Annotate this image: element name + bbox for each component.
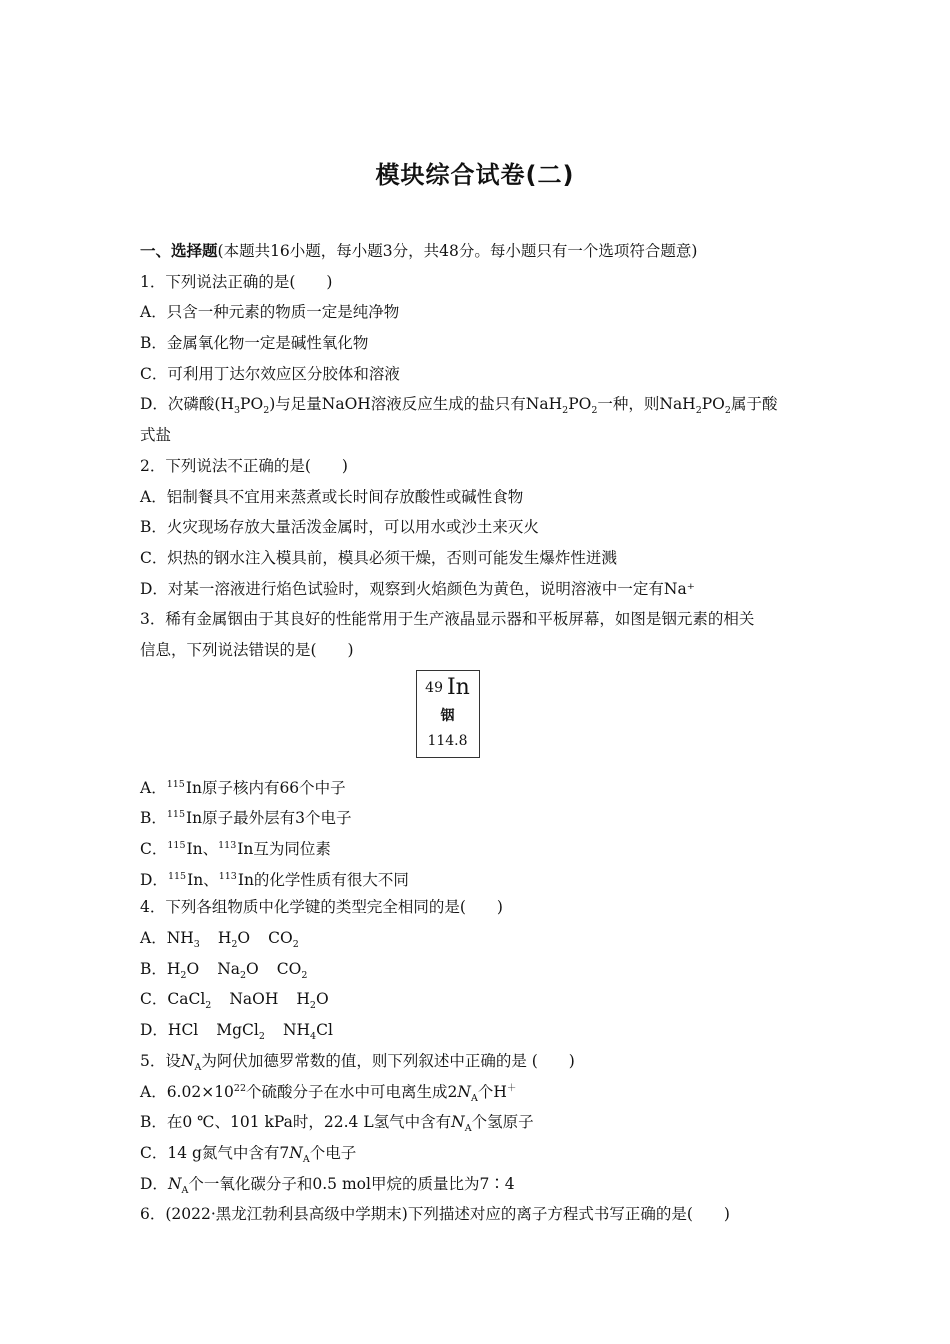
q3-option-d: D．$^{115}$In、$^{113}$In的化学性质有很大不同 — [140, 870, 409, 889]
q5-option-b: B．在0 ℃、101 kPa时，22.4 L氢气中含有$N_A$个氢原子 — [140, 1113, 534, 1135]
q1-option-b: B．金属氧化物一定是碱性氧化物 — [140, 334, 369, 353]
q4-stem: 4．下列各组物质中化学键的类型完全相同的是( ) — [140, 898, 503, 917]
q2-option-b: B．火灾现场存放大量活泼金属时，可以用水或沙土来灭火 — [140, 518, 539, 537]
q5-option-c: C．14 g氮气中含有$7N_A$个电子 — [140, 1143, 357, 1165]
q4-option-d: D．HCl MgCl$_2$ $NH_4Cl$ — [140, 1021, 333, 1043]
q1-option-d: D．次磷酸$(H_3PO_2)$与足量NaOH溶液反应生成的盐只有$NaH_2PO_2$一种，则$NaH_2PO_2$属于酸 — [140, 395, 778, 417]
element-name: 铟 — [440, 707, 455, 724]
section-note: (本题共16小题，每小题3分，共48分。每小题只有一个选项符合题意) — [217, 242, 698, 260]
q4-option-c: C．CaCl$_2$ NaOH $H_2O$ — [140, 990, 329, 1012]
q1-stem: 1．下列说法正确的是( ) — [140, 272, 333, 291]
section-heading: 一、选择题 — [140, 241, 218, 260]
element-atomic-mass: 114.8 — [427, 732, 468, 749]
q3-option-b: B．$^{115}$In原子最外层有3个电子 — [140, 809, 352, 828]
q4-option-a: A．$NH_3$ $H_2O$ $CO_2$ — [140, 929, 299, 951]
element-symbol: In — [446, 674, 470, 700]
q3-stem-1: 3．稀有金属铟由于其良好的性能常用于生产液晶显示器和平板屏幕，如图是铟元素的相关 — [140, 610, 755, 629]
q3-stem-2: 信息，下列说法错误的是( ) — [140, 640, 354, 659]
page-title: 模块综合试卷(二) — [375, 161, 575, 189]
q3-option-a: A．$^{115}$In原子核内有66个中子 — [140, 778, 346, 797]
q2-option-d: D．对某一溶液进行焰色试验时，观察到火焰颜色为黄色，说明溶液中一定有Na⁺ — [140, 579, 695, 598]
q1-option-a: A．只含一种元素的物质一定是纯净物 — [140, 303, 400, 322]
q1-option-c: C．可利用丁达尔效应区分胶体和溶液 — [140, 364, 400, 383]
q3-option-c: C．$^{115}$In、$^{113}$In互为同位素 — [140, 840, 331, 858]
q4-option-b: B．$H_2O$ $Na_2O$ $CO_2$ — [140, 959, 308, 981]
q2-option-a: A．铝制餐具不宜用来蒸煮或长时间存放酸性或碱性食物 — [140, 487, 524, 506]
q5-option-d: D．$N_A$个一氧化碳分子和0.5 mol甲烷的质量比为7∶4 — [140, 1174, 515, 1196]
q2-option-c: C．炽热的钢水注入模具前，模具必须干燥，否则可能发生爆炸性迸溅 — [140, 548, 617, 567]
element-card-indium — [416, 670, 480, 758]
section-header — [140, 236, 815, 267]
q5-stem: 5．设$N_A$为阿伏加德罗常数的值，则下列叙述中正确的是 ( ) — [140, 1051, 575, 1073]
element-atomic-number: 49 — [425, 679, 443, 696]
q1-option-d-cont: 式盐 — [140, 426, 172, 445]
q5-option-a: A．$6.02\times 10^{22}$个硫酸分子在水中可电离生成$2N_A$个H＋ — [140, 1082, 517, 1104]
q6-stem: 6．(2022·黑龙江勃利县高级中学期末)下列描述对应的离子方程式书写正确的是( ) — [140, 1205, 730, 1224]
q2-stem: 2．下列说法不正确的是( ) — [140, 456, 348, 475]
document-body — [140, 236, 815, 1230]
